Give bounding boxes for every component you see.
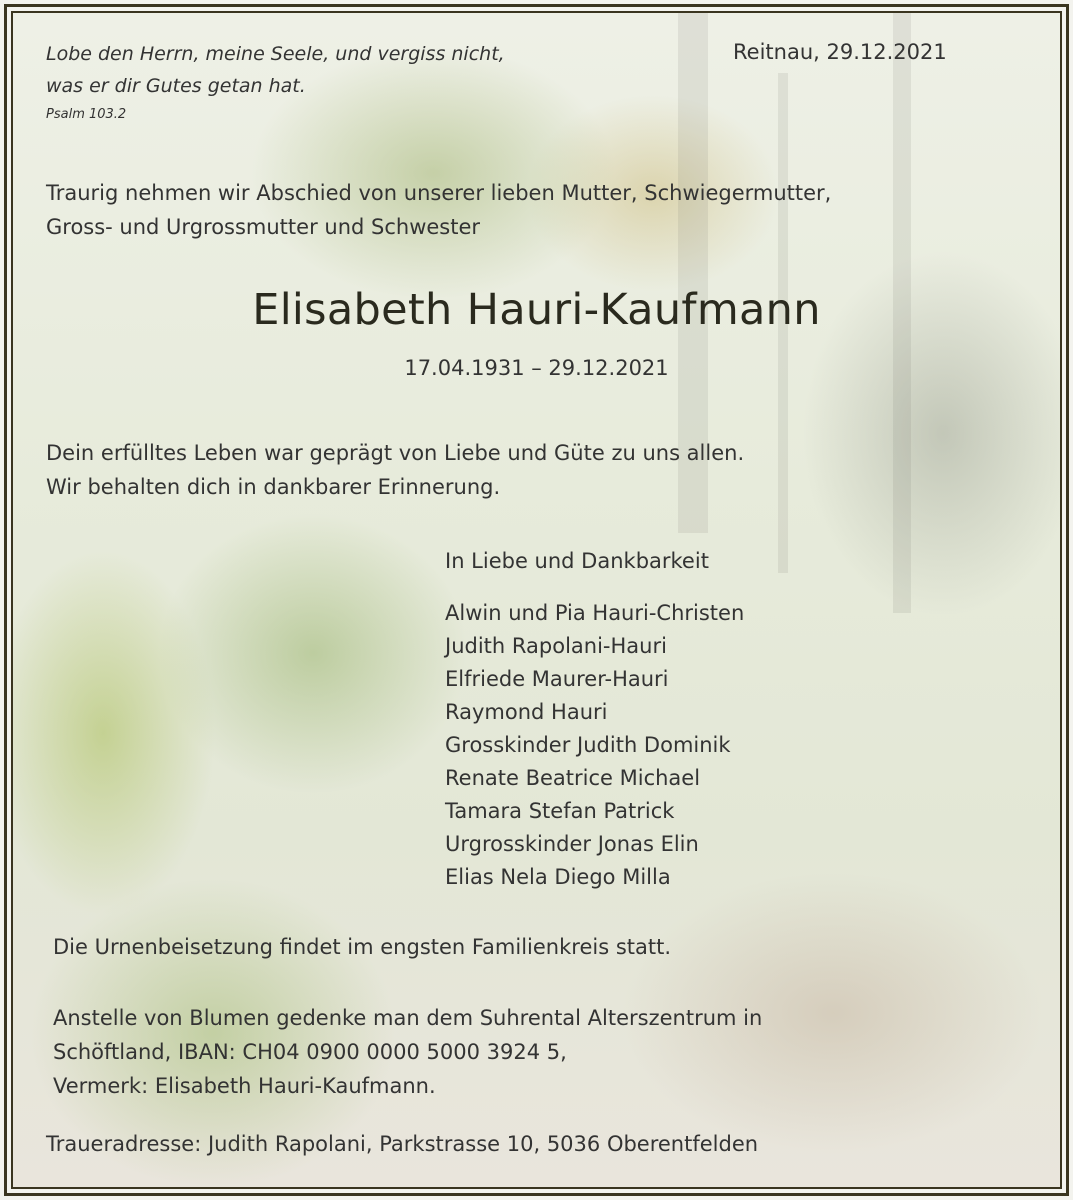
donation-line: Anstelle von Blumen gedenke man dem Suhrental Alterszentrum in <box>53 1006 763 1030</box>
place-date: Reitnau, 29.12.2021 <box>733 40 947 64</box>
mourner-name: Renate Beatrice Michael <box>445 766 701 790</box>
mourner-name: Urgrosskinder Jonas Elin <box>445 832 699 856</box>
mourner-name: Elias Nela Diego Milla <box>445 865 671 889</box>
tribute-line: Dein erfülltes Leben war geprägt von Liebe und Güte zu uns allen. <box>46 441 745 465</box>
bible-verse-line: was er dir Gutes getan hat. <box>46 75 306 97</box>
bible-verse-source: Psalm 103.2 <box>46 107 127 122</box>
donation-line: Vermerk: Elisabeth Hauri-Kaufmann. <box>53 1074 436 1098</box>
tribute-line: Wir behalten dich in dankbarer Erinnerung. <box>46 475 501 499</box>
tribute-text <box>46 436 744 504</box>
deceased-name: Elisabeth Hauri-Kaufmann <box>252 285 821 335</box>
obituary-card <box>11 11 1062 1189</box>
life-dates: 17.04.1931 – 29.12.2021 <box>404 356 669 380</box>
mourner-name: Elfriede Maurer-Hauri <box>445 667 669 691</box>
mourner-name: Judith Rapolani-Hauri <box>445 634 667 658</box>
mourner-name: Raymond Hauri <box>445 700 608 724</box>
intro-text <box>46 176 831 244</box>
mourner-name: Grosskinder Judith Dominik <box>445 733 731 757</box>
mourner-name: Tamara Stefan Patrick <box>445 799 675 823</box>
intro-line: Gross- und Urgrossmutter und Schwester <box>46 215 481 239</box>
mourning-address: Traueradresse: Judith Rapolani, Parkstrasse 10, 5036 Oberentfelden <box>46 1132 759 1156</box>
donation-notice <box>53 1001 762 1103</box>
mourners-list <box>445 597 744 894</box>
mourner-name: Alwin und Pia Hauri-Christen <box>445 601 745 625</box>
intro-line: Traurig nehmen wir Abschied von unserer lieben Mutter, Schwiegermutter, <box>46 181 832 205</box>
bible-verse <box>46 38 505 102</box>
urn-notice: Die Urnenbeisetzung findet im engsten Familienkreis statt. <box>53 935 672 959</box>
bible-verse-line: Lobe den Herrn, meine Seele, und vergiss nicht, <box>46 43 505 65</box>
donation-line: Schöftland, IBAN: CH04 0900 0000 5000 3924 5, <box>53 1040 567 1064</box>
mourners-heading: In Liebe und Dankbarkeit <box>445 549 709 573</box>
